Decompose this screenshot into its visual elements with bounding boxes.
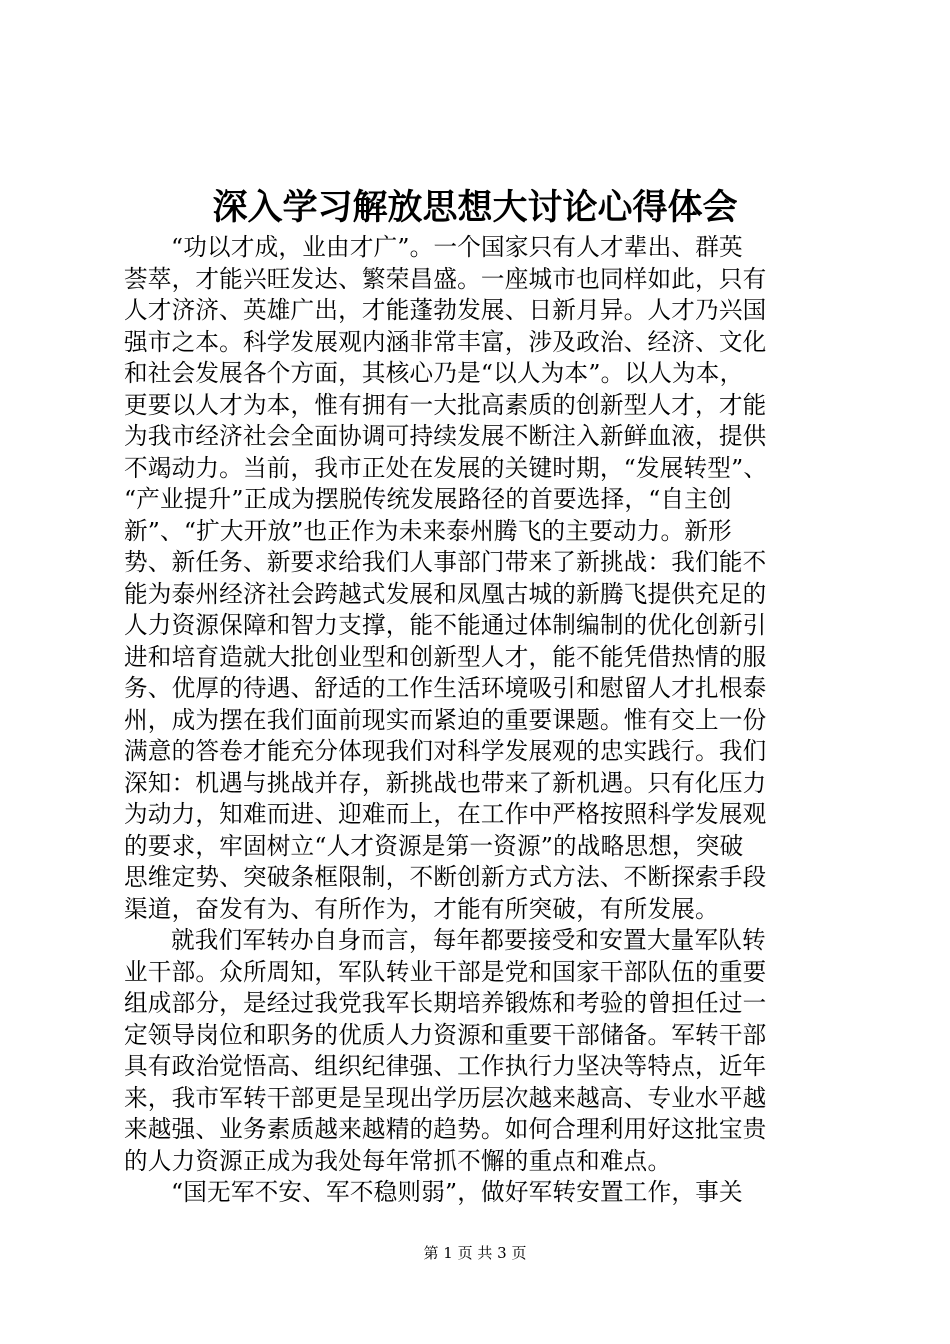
document-body [124,232,830,1209]
document-title: 深入学习解放思想大讨论心得体会 [212,187,738,228]
text-line: 深知：机遇与挑战并存，新挑战也带来了新机遇。只有化压力 [124,768,767,797]
text-line: 能为泰州经济社会跨越式发展和凤凰古城的新腾飞提供充足的 [124,579,767,608]
text-line: 定领导岗位和职务的优质人力资源和重要干部储备。军转干部 [124,1020,767,1049]
text-line: 就我们军转办自身而言，每年都要接受和安置大量军队转 [171,926,766,954]
text-line: 新”、“扩大开放”也正作为未来泰州腾飞的主要动力。新形 [124,516,732,545]
text-line: 进和培育造就大批创业型和创新型人才，能不能凭借热情的服 [124,642,767,671]
text-line: 组成部分，是经过我党我军长期培养锻炼和考验的曾担任过一 [124,989,767,1017]
text-line: “产业提升”正成为摆脱传统发展路径的首要选择，“自主创 [124,485,732,513]
text-line: 和社会发展各个方面，其核心乃是“以人为本”。以人为本， [124,359,744,387]
text-line: 州，成为摆在我们面前现实而紧迫的重要课题。惟有交上一份 [124,705,767,734]
text-line: 的人力资源正成为我处每年常抓不懈的重点和难点。 [124,1146,672,1175]
text-line: 渠道，奋发有为、有所作为，才能有所突破，有所发展。 [124,894,719,923]
text-line: 势、新任务、新要求给我们人事部门带来了新挑战：我们能不 [124,548,767,576]
text-line: “功以才成，业由才广”。一个国家只有人才辈出、群英 [171,233,743,261]
page-footer: 第 1 页 共 3 页 [423,1244,527,1262]
text-line: 更要以人才为本，惟有拥有一大批高素质的创新型人才，才能 [124,390,767,419]
text-line: 来，我市军转干部更是呈现出学历层次越来越高、专业水平越 [124,1083,767,1112]
text-line: 思维定势、突破条框限制，不断创新方式方法、不断探索手段 [124,863,767,891]
text-line: 不竭动力。当前，我市正处在发展的关键时期，“发展转型”、 [124,453,768,482]
text-line: 为动力，知难而进、迎难而上，在工作中严格按照科学发展观 [124,800,767,828]
text-line: 人才济济、英雄广出，才能蓬勃发展、日新月异。人才乃兴国 [124,296,767,324]
text-line: “国无军不安、军不稳则弱”，做好军转安置工作，事关 [171,1178,743,1206]
text-line: 来越强、业务素质越来越精的趋势。如何合理利用好这批宝贵 [124,1115,767,1143]
text-line: 具有政治觉悟高、组织纪律强、工作执行力坚决等特点，近年 [124,1052,767,1080]
text-line: 为我市经济社会全面协调可持续发展不断注入新鲜血液，提供 [124,422,767,450]
text-line: 的要求，牢固树立“人才资源是第一资源”的战略思想，突破 [124,831,744,860]
text-line: 满意的答卷才能充分体现我们对科学发展观的忠实践行。我们 [124,737,767,765]
text-line: 务、优厚的待遇、舒适的工作生活环境吸引和慰留人才扎根泰 [124,674,767,702]
text-line: 人力资源保障和智力支撑，能不能通过体制编制的优化创新引 [124,611,767,639]
text-line: 业干部。众所周知，军队转业干部是党和国家干部队伍的重要 [124,957,767,986]
text-line: 荟萃，才能兴旺发达、繁荣昌盛。一座城市也同样如此，只有 [124,264,767,293]
text-line: 强市之本。科学发展观内涵非常丰富，涉及政治、经济、文化 [124,327,767,356]
